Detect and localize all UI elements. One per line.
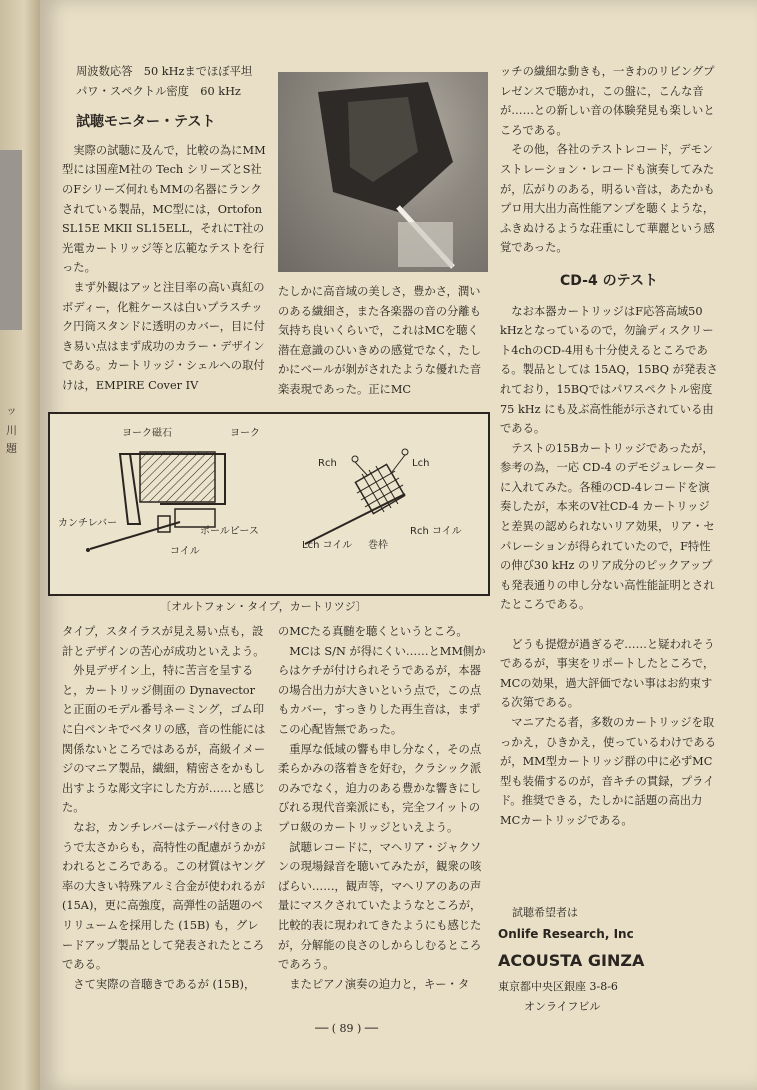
paragraph: なお，カンチレバーはテーパ付きのようで太さからも，高特性の配慮がうかがわれるところである。この材質はヤング率の大きい特殊アルミ合金が使われるが(15A)，更に高強度，高弾性の話題のベリリュームを採用した (15B) も，グレードアップ製品として発表されたところである。 xyxy=(62,820,266,972)
cartridge-illustration xyxy=(278,72,488,272)
diagram-caption: 〔オルトフォン・タイプ，カートリツジ〕 xyxy=(160,600,367,613)
heading-listening-test: 試聴モニター・テスト xyxy=(76,114,216,131)
credits-building: オンライフビル xyxy=(524,1000,601,1013)
column-2-top xyxy=(278,282,488,400)
label-pole-piece: ポールピース xyxy=(200,526,259,537)
label-lch-coil: Lch コイル xyxy=(302,540,353,551)
label-cantilever: カンチレバー xyxy=(58,518,118,529)
credits-address: 東京都中央区銀座 3-8-6 xyxy=(498,980,618,993)
paragraph: ッチの繊細な動きも，一きわのリビングプレゼンスで聴かれ，この盤に，こんな音が……との新しい音の体験発見も楽しいところである。 xyxy=(500,65,715,137)
paragraph: のMCたる真髄を聴くというところ。 xyxy=(278,625,468,638)
paragraph: なお本器カートリッジはF応答高域50 kHzとなっているので，勿論ディスクリート4chのCD-4用も十分使えるところである。製品としては 15AQ，15BQ が発表されており，15BQではパワスペクトル密度 75 kHz にも及ぶ高性能が示されている由である。 xyxy=(500,304,718,436)
paragraph: まず外観はアッと注目率の高い真紅のボディー，化粧ケースは白いプラスチック円筒スタンドに透明のカバー，目に付き易い点はまず成功のカラー・デザインである。カートリッジ・シェルへの取付けは，EMPIRE Cover IV xyxy=(62,280,265,392)
paragraph: 重厚な低域の響も申し分なく，その点柔らかみの落着きを好む，クラシック派のみでなく，迫力のある豊かな響きにしびれる現代音楽派にも，完全フイットのプロ級のカートリッジといえよう。 xyxy=(278,742,482,834)
credits-block xyxy=(498,903,644,1017)
credits-shop: ACOUSTA GINZA xyxy=(498,951,645,970)
cartridge-diagram xyxy=(48,412,490,596)
paragraph: どうも提燈が過ぎるぞ……と疑われそうであるが，事実をリポートしたところで，MCの効果，過大評価でない事はお約束する次第である。 xyxy=(500,637,715,710)
paragraph: MCは S/N が得にくい……とMM側からはケチが付けられそうであるが，本器の場合出力が大きいという点で，この点もカバー，すっきりした再生音は，まずこの心配皆無であった。 xyxy=(278,644,486,736)
credits-company: Onlife Research, Inc xyxy=(498,927,634,941)
book-gutter xyxy=(0,0,40,1090)
gutter-char: 題 xyxy=(6,442,17,455)
label-yoke-magnet: ヨーク磁石 xyxy=(122,428,172,439)
paragraph: さて実際の音聴きであるが (15B)， xyxy=(73,977,256,991)
column-3 xyxy=(500,62,718,831)
paragraph: マニアたる者，多数のカートリッジを取っかえ，ひきかえ，使っているわけであるが，MM型カートリッジ群の中に必ずMC型も装備するのが，音キチの貫録，プライド。推奨できる，たしかに話題の高出力MCカートリッジである。 xyxy=(500,716,716,827)
label-bobbin: 巻枠 xyxy=(368,540,388,551)
paragraph: たしかに高音域の美しさ，豊かさ，潤いのある繊細さ，また各楽器の音の分離も気持ち良いくらいで，これはMCを聴く潜在意識のひいきめの感覚でなく，たしかにベールが剝がされたような優れた音楽表現であった。正にMC xyxy=(278,285,482,396)
cartridge-photo xyxy=(278,72,488,272)
paragraph: タイプ，スタイラスが見え易い点も，設計とデザインの苦心が成功といえよう。 xyxy=(62,625,265,658)
label-yoke: ヨーク xyxy=(230,428,260,439)
spec-frequency: 周波数応答 50 kHzまでほぼ平坦 xyxy=(76,65,253,78)
paragraph: またピアノ演奏の迫力と，キー・タ xyxy=(289,977,470,991)
label-rch-coil: Rch コイル xyxy=(410,526,462,537)
column-1-bottom xyxy=(62,622,269,994)
spec-power: パワ・スペクトル密度 60 kHz xyxy=(76,84,241,98)
previous-page-photo xyxy=(0,150,22,330)
paragraph: 試聴レコードに，マヘリア・ジャクソンの現場録音を聴いてみたが，観衆の咳ばらい……，観声等，マヘリアのあの声量にマスクされていたようなところが，比較的表に現われてきたようにも感じたが，分解能の良さのしからしむるところであろう。 xyxy=(278,840,482,972)
heading-cd4-test: CD-4 のテスト xyxy=(559,272,659,289)
credits-label: 試聴希望者は xyxy=(512,906,578,919)
paragraph: 実際の試聴に及んで，比較の為にMM型には国産M社の Tech シリーズとS社のFシリーズ何れもMMの名器にランクされている製品，MC型には，Ortofon SL15E MKII SL15ELL，それにT社の光電カートリッジ等と広範なテストを行った。 xyxy=(62,143,266,275)
label-lch: Lch xyxy=(412,458,430,469)
label-rch: Rch xyxy=(318,458,337,469)
gutter-char: ッ xyxy=(6,404,17,417)
column-1-top xyxy=(62,62,267,396)
page-number: ── ( 89 ) ── xyxy=(315,1022,379,1035)
diagram-drawing xyxy=(50,414,488,594)
paragraph: その他，各社のテストレコード，デモンストレーション・レコードも演奏してみたが，広がりのある，明るい音は，あたかもプロ用大出力高性能アンプを聴くような，ふきぬけるような荘重にして華麗という感覚であった。 xyxy=(500,143,715,255)
label-coil: コイル xyxy=(170,546,200,557)
column-2-bottom xyxy=(278,622,488,994)
paragraph: テストの15Bカートリッジであったが，参考の為，一応 CD-4 のデモジュレーターに入れてみた。各種のCD-4レコードを演奏したが，本来のV社CD-4 カートリッジと差異の認められないリア効果，リア・セパレーションが得られていたので，F特性の伸び30 kHz のリア成分のピックアップも発表通りの申し分ない高性能証明とされたところである。 xyxy=(500,441,717,612)
gutter-char: 川 xyxy=(6,424,17,437)
paragraph: 外見デザイン上，特に苦言を呈すると，カートリッジ側面の Dynavector と正面のモデル番号ネーミング，ゴム印に白ペンキでベタリの感，音の性能には関係ないところではあるが，高級イメージのマニア製品，繊細，精密さをかもし出すような彫文字にした方が……と感じた。 xyxy=(62,664,266,815)
